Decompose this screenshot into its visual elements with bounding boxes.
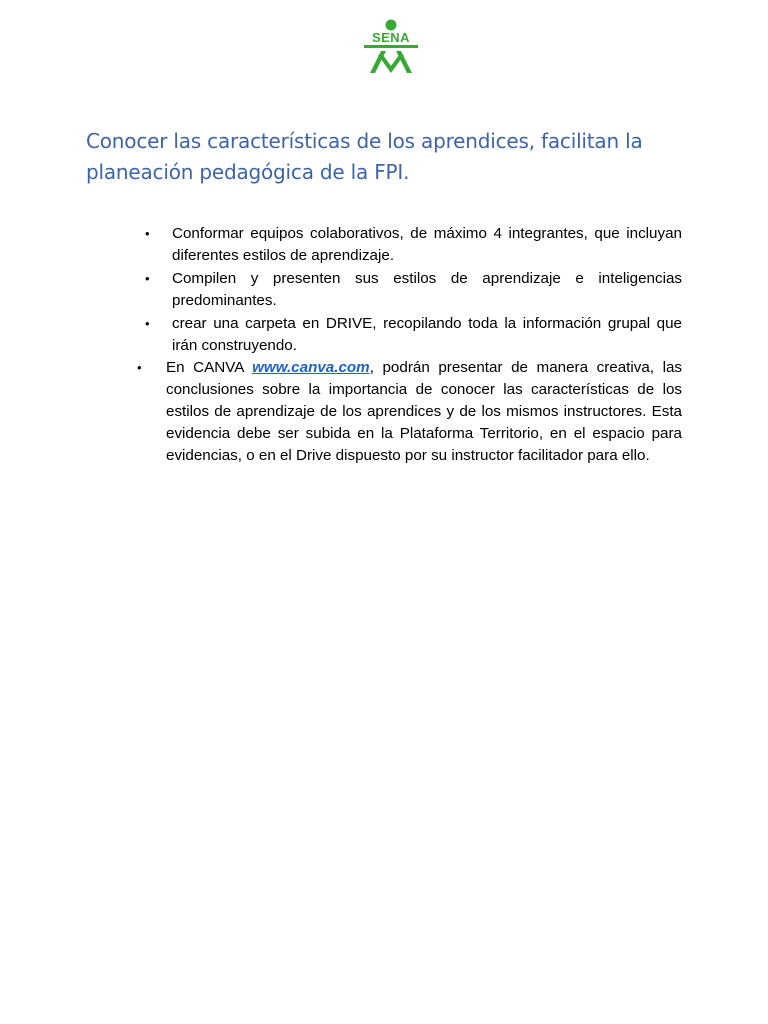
sena-logo bbox=[362, 18, 420, 74]
bullet-marker: • bbox=[145, 226, 150, 241]
bullet-marker: • bbox=[145, 271, 150, 286]
list-item bbox=[145, 268, 682, 312]
list-item bbox=[137, 357, 682, 467]
list-item-suffix: , podrán presentar de manera creativa, las conclusiones sobre la importancia de conocer las características de los estilos de aprendizaje de los aprendices y de los mismos instructores. Esta evidencia debe ser subida en la Plataforma Territorio, en el espacio para evidencias, o en el Drive dispuesto por su instructor facilitador para ello. bbox=[166, 359, 682, 464]
bullet-marker: • bbox=[137, 360, 142, 375]
page-heading: Conocer las características de los aprendices, facilitan la planeación pedagógica de la FPI. bbox=[86, 129, 643, 184]
list-item-text: Conformar equipos colaborativos, de máximo 4 integrantes, que incluyan diferentes estilos de aprendizaje. bbox=[172, 225, 682, 264]
list-item bbox=[145, 313, 682, 357]
list-item bbox=[145, 223, 682, 267]
bullet-marker: • bbox=[145, 316, 150, 331]
canva-link[interactable]: www.canva.com bbox=[252, 359, 370, 376]
list-item-prefix: En CANVA bbox=[166, 359, 253, 376]
sena-logo-mark bbox=[362, 18, 420, 74]
list-item-text: crear una carpeta en DRIVE, recopilando toda la información grupal que irán construyendo. bbox=[172, 315, 682, 354]
svg-text:SENA: SENA bbox=[371, 30, 411, 45]
list-item-text: Compilen y presenten sus estilos de aprendizaje e inteligencias predominantes. bbox=[172, 270, 682, 309]
